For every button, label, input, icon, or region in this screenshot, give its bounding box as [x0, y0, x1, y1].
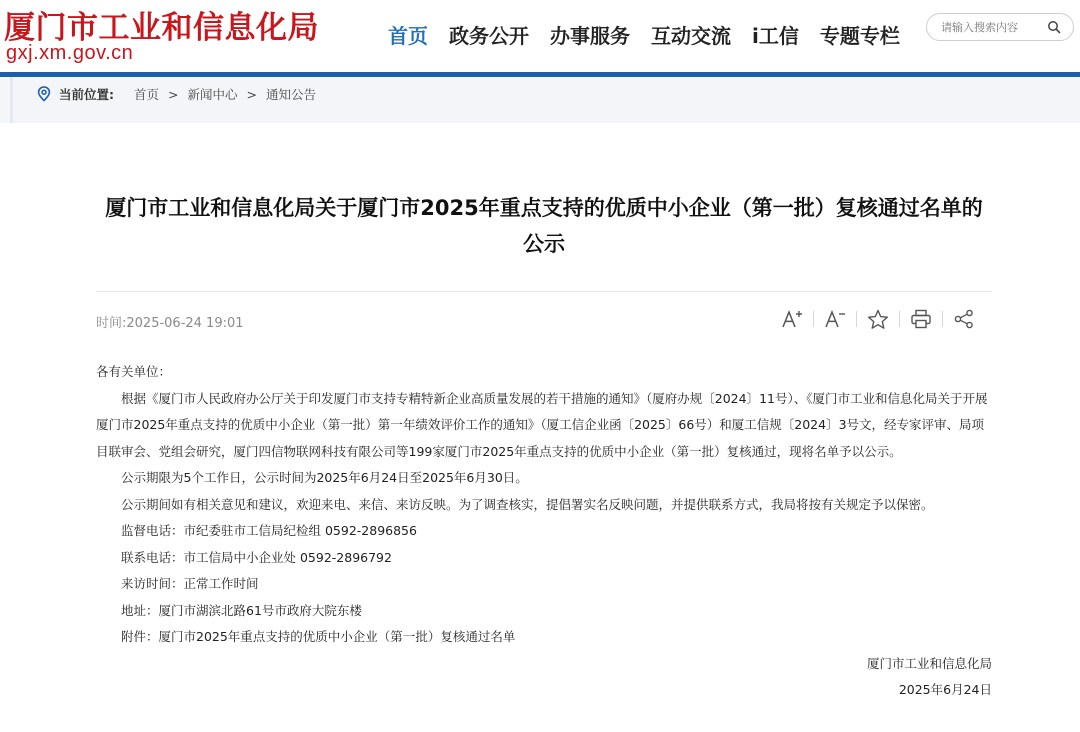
- breadcrumb-band: [0, 77, 1080, 123]
- print-icon[interactable]: [907, 306, 935, 332]
- paragraph-address: 地址：厦门市湖滨北路61号市政府大院东楼: [121, 602, 362, 618]
- breadcrumb-link-home[interactable]: 首页: [134, 87, 160, 102]
- breadcrumb-link-notices[interactable]: 通知公告: [266, 87, 317, 102]
- nav-item-i-gongxin[interactable]: i工信: [752, 24, 799, 48]
- share-icon[interactable]: [950, 306, 978, 332]
- signature: 厦门市工业和信息化局: [866, 655, 992, 671]
- font-decrease-icon[interactable]: [821, 306, 849, 332]
- star-icon[interactable]: [864, 306, 892, 332]
- site-url: gxj.xm.gov.cn: [6, 42, 134, 64]
- breadcrumb-separator: >: [168, 86, 179, 102]
- breadcrumb-label: 当前位置:: [59, 87, 114, 102]
- salutation: 各有关单位：: [96, 364, 172, 379]
- article-body: [96, 359, 992, 704]
- font-increase-icon[interactable]: [778, 306, 806, 332]
- paragraph-intro: 根据《厦门市人民政府办公厅关于印发厦门市支持专精特新企业高质量发展的若干措施的通知》（厦府办规〔2024〕11号）、《厦门市工业和信息化局关于开展厦门市2025年重点支持的优质中小企业（第一批）第一年绩效评价工作的通知》（厦工信企业函〔2025〕66号）和厦工信规〔2024〕3号文，经专家评审、局项目联审会、党组会研究，厦门四信物联网科技有限公司等199家厦门市2025年重点支持的优质中小企业（第一批）复核通过，现将名单予以公示。: [96, 390, 988, 459]
- signature-date: 2025年6月24日: [898, 682, 992, 697]
- search-box: [926, 13, 1074, 41]
- nav-item-services[interactable]: 办事服务: [550, 24, 630, 48]
- breadcrumb-link-news-center[interactable]: 新闻中心: [187, 87, 238, 102]
- publish-time: 时间:2025-06-24 19:01: [96, 316, 244, 331]
- nav-item-interaction[interactable]: 互动交流: [651, 24, 731, 48]
- site-logo[interactable]: 厦门市工业和信息化局: [4, 10, 319, 46]
- paragraph-contact-phone: 联系电话：市工信局中小企业处 0592-2896792: [121, 549, 392, 565]
- paragraph-period: 公示期限为5个工作日，公示时间为2025年6月24日至2025年6月30日。: [121, 470, 528, 485]
- attachment-link[interactable]: 附件：厦门市2025年重点支持的优质中小企业（第一批）复核通过名单: [121, 629, 516, 644]
- nav-item-government-affairs[interactable]: 政务公开: [449, 24, 529, 48]
- paragraph-supervision-phone: 监督电话：市纪委驻市工信局纪检组 0592-2896856: [121, 523, 417, 538]
- nav-item-home[interactable]: 首页: [388, 24, 428, 48]
- paragraph-feedback: 公示期间如有相关意见和建议，欢迎来电、来信、来访反映。为了调查核实，提倡署实名反映问题，并提供联系方式，我局将按有关规定予以保密。: [121, 496, 934, 512]
- search-input[interactable]: [941, 18, 1045, 36]
- location-pin-icon: [37, 86, 51, 102]
- site-header: [0, 0, 1080, 72]
- article-toolbar: [778, 306, 978, 332]
- breadcrumb: [37, 85, 316, 103]
- nav-item-special-topics[interactable]: 专题专栏: [819, 24, 900, 48]
- search-icon[interactable]: [1047, 20, 1061, 34]
- breadcrumb-separator: >: [246, 86, 257, 102]
- title-divider: [96, 291, 992, 292]
- article-title: 厦门市工业和信息化局关于厦门市2025年重点支持的优质中小企业（第一批）复核通过名单的公示: [105, 196, 983, 256]
- main-nav: [388, 20, 921, 49]
- paragraph-visit-time: 来访时间：正常工作时间: [121, 576, 259, 591]
